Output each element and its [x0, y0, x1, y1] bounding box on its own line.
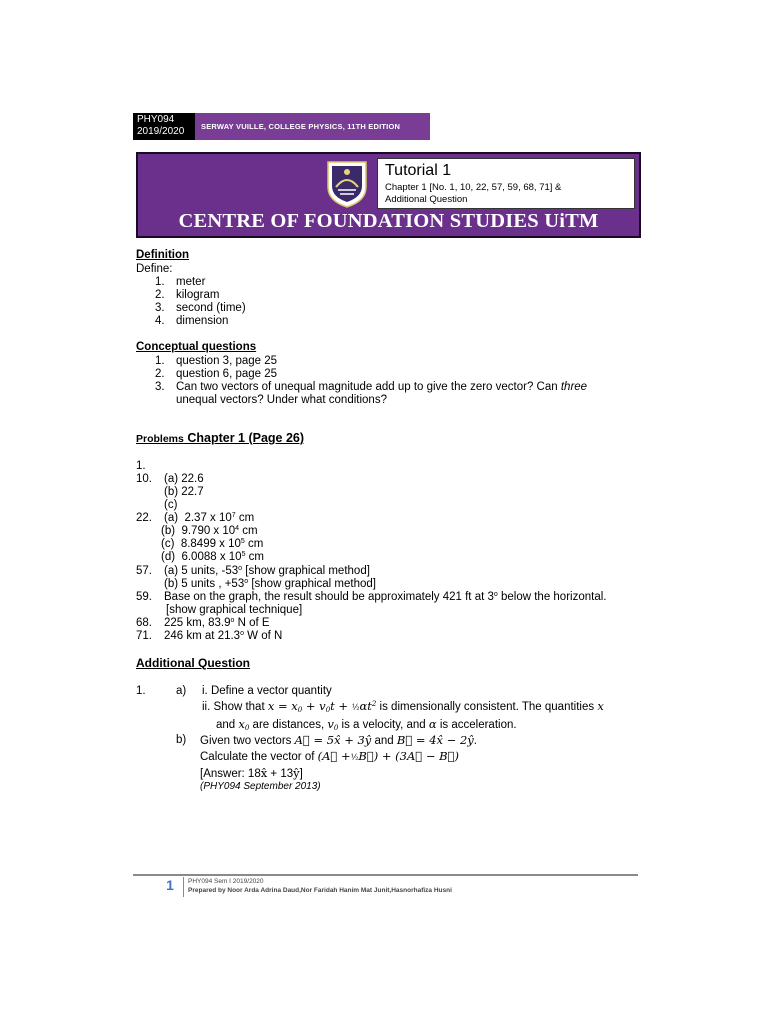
source-note: (PHY094 September 2013)	[200, 781, 321, 792]
answer	[161, 551, 264, 564]
problems-heading-chapter: Chapter 1 (Page 26)	[183, 431, 305, 445]
tutorial-scope-line1: Chapter 1 [No. 1, 10, 22, 57, 59, 68, 71] &	[385, 182, 562, 193]
answer	[164, 578, 376, 591]
problems-heading	[136, 432, 304, 446]
answer: (c)	[164, 499, 178, 511]
answer-note: N of E	[234, 617, 270, 629]
question-emphasis: three	[560, 381, 588, 393]
equation: $x = x_0 + v_0t$ + $\frac{1}{2}\alpha t^2$	[267, 699, 377, 714]
question-lead: Given two vectors	[200, 735, 295, 747]
answer-label: (c)	[161, 538, 175, 550]
list-item-number: 1.	[155, 355, 165, 367]
tutorial-info-box	[377, 158, 635, 209]
question-body: is dimensionally consistent. The quantities	[376, 701, 598, 713]
list-item-number: 4.	[155, 315, 165, 327]
textbook-title: SERWAY VUILLE, COLLEGE PHYSICS, 11TH EDITION	[201, 122, 401, 131]
answer-value: 225 km, 83.9	[164, 617, 231, 629]
problem-number: 59.	[136, 591, 152, 603]
textbook-label	[195, 113, 430, 140]
centre-name: CENTRE OF FOUNDATION STUDIES UiTM	[178, 210, 599, 232]
question-text: Can two vectors of unequal magnitude add up to give the zero vector? Can	[176, 381, 561, 393]
exponent: 4	[235, 525, 240, 532]
answer-value: 2.37 x 10	[184, 512, 232, 524]
problem-number: 1.	[136, 460, 146, 472]
list-item: dimension	[176, 315, 229, 327]
answer-value: (a) 5 units, -53	[164, 565, 239, 577]
vector-b: B⃗ = 4x̂ − 2ŷ	[396, 733, 474, 747]
answer-mid: + 13	[267, 768, 294, 780]
answer	[164, 512, 254, 525]
definition-heading: Definition	[136, 249, 190, 261]
session: 2019/2020	[137, 126, 185, 137]
conceptual-heading: Conceptual questions	[136, 341, 257, 353]
question-continuation: are distances,	[249, 719, 328, 731]
tutorial-scope-line2: Additional Question	[385, 194, 468, 205]
answer-label: (a)	[164, 512, 179, 524]
degree: o	[238, 565, 243, 572]
degree: o	[493, 591, 498, 598]
answer-note: [show graphical method]	[248, 578, 376, 590]
additional-heading: Additional Question	[136, 656, 250, 670]
answer: (b) 22.7	[164, 486, 204, 498]
question-text: ii. Show that $x = x_0 + v_0t$ + $\frac{1}{2}\alpha t^2$ is dimensionally consistent. The quantities x	[202, 699, 604, 714]
centre-banner	[136, 152, 641, 238]
list-item	[176, 381, 635, 394]
vector-a: A⃗ = 5x̂ + 3ŷ	[294, 733, 372, 747]
answer	[164, 591, 606, 604]
problem-number: 68.	[136, 617, 152, 629]
answer-note: W of N	[243, 630, 283, 642]
unit: cm	[244, 538, 264, 550]
answer-value: (b) 5 units , +53	[164, 578, 245, 590]
list-item-number: 1.	[155, 276, 165, 288]
uitm-crest-icon	[324, 159, 370, 209]
answer: (a) 22.6	[164, 473, 204, 485]
question-lead: ii. Show that	[202, 701, 268, 713]
tutorial-title: Tutorial 1	[385, 162, 452, 179]
answer-value: 246 km at 21.3	[164, 630, 241, 642]
problem-number: 71.	[136, 630, 152, 642]
footer-separator	[183, 877, 184, 897]
exponent: 7	[231, 512, 236, 519]
answer-label: (b)	[161, 525, 176, 537]
answer-value: Base on the graph, the result should be approximately 421 ft at 3	[164, 591, 494, 603]
degree: o	[240, 630, 244, 637]
answer-label: (d)	[161, 551, 176, 563]
problem-number: 22.	[136, 512, 152, 524]
question-number: 1.	[136, 685, 146, 697]
degree: o	[244, 578, 249, 585]
footer-divider	[133, 874, 638, 876]
answer-note: [show graphical method]	[242, 565, 370, 577]
question-continuation: is a velocity, and	[338, 719, 429, 731]
answer-note: below the horizontal.	[497, 591, 607, 603]
problem-number: 57.	[136, 565, 152, 577]
list-item-number: 2.	[155, 289, 165, 301]
answer: [Answer: 18x̂ + 13ŷ]	[200, 766, 303, 780]
question-continuation: is acceleration.	[436, 719, 517, 731]
answer-value: 8.8499 x 10	[180, 538, 241, 550]
exponent: 5	[240, 538, 245, 545]
part-label: a)	[176, 685, 187, 697]
question-text	[200, 750, 459, 764]
answer-end: ]	[299, 768, 303, 780]
list-item: question 3, page 25	[176, 355, 278, 367]
question-lead: Calculate the vector of	[200, 751, 318, 763]
answer	[164, 630, 282, 643]
list-item: question 6, page 25	[176, 368, 278, 380]
definition-prompt: Define:	[136, 263, 173, 275]
list-item-number: 3.	[155, 302, 165, 314]
footer-authors: Prepared by Noor Arda Adrina Daud,Nor Faridah Hanim Mat Junit,Hasnorhafiza Husni	[188, 887, 452, 894]
unit: cm	[239, 525, 258, 537]
course-code-tag	[133, 113, 195, 140]
conjunction: and	[371, 735, 397, 747]
tutorial-scope	[385, 182, 627, 206]
degree: o	[230, 617, 235, 624]
unit: cm	[235, 512, 255, 524]
footer-info	[188, 877, 452, 895]
footer-session: PHY094 Sem I 2019/2020	[188, 878, 264, 885]
unit: cm	[245, 551, 264, 563]
answer	[161, 538, 263, 551]
course-code: PHY094	[137, 114, 175, 125]
answer-value: 6.0088 x 10	[181, 551, 242, 563]
list-item: kilogram	[176, 289, 220, 301]
question-text: Given two vectors A⃗ = 5x̂ + 3ŷ and B⃗ = 4x̂ − 2ŷ.	[200, 733, 477, 747]
question-text: i. Define a vector quantity	[202, 685, 332, 697]
answer	[161, 525, 258, 538]
exponent: 5	[241, 551, 246, 558]
list-item-number: 3.	[155, 381, 165, 393]
question-continuation: and	[216, 719, 239, 731]
answer	[164, 617, 270, 630]
list-item: second (time)	[176, 302, 246, 314]
answer-value: 9.790 x 10	[181, 525, 236, 537]
vector-expression: (A⃗ +½B⃗) + (3A⃗ − B⃗)	[317, 749, 459, 763]
answer-lead: [Answer: 18	[200, 768, 261, 780]
list-item: meter	[176, 276, 206, 288]
problem-number: 10.	[136, 473, 152, 485]
list-item-number: 2.	[155, 368, 165, 380]
answer-note: [show graphical technique]	[166, 604, 303, 616]
problems-heading-word: Problems	[136, 433, 184, 445]
question-text: and $x_0$ are distances, $v_0$ is a velocity, and α is acceleration.	[216, 717, 517, 732]
part-label: b)	[176, 734, 187, 746]
page-number: 1	[166, 877, 174, 893]
answer	[164, 565, 370, 578]
list-item-continuation: unequal vectors? Under what conditions?	[176, 394, 387, 406]
